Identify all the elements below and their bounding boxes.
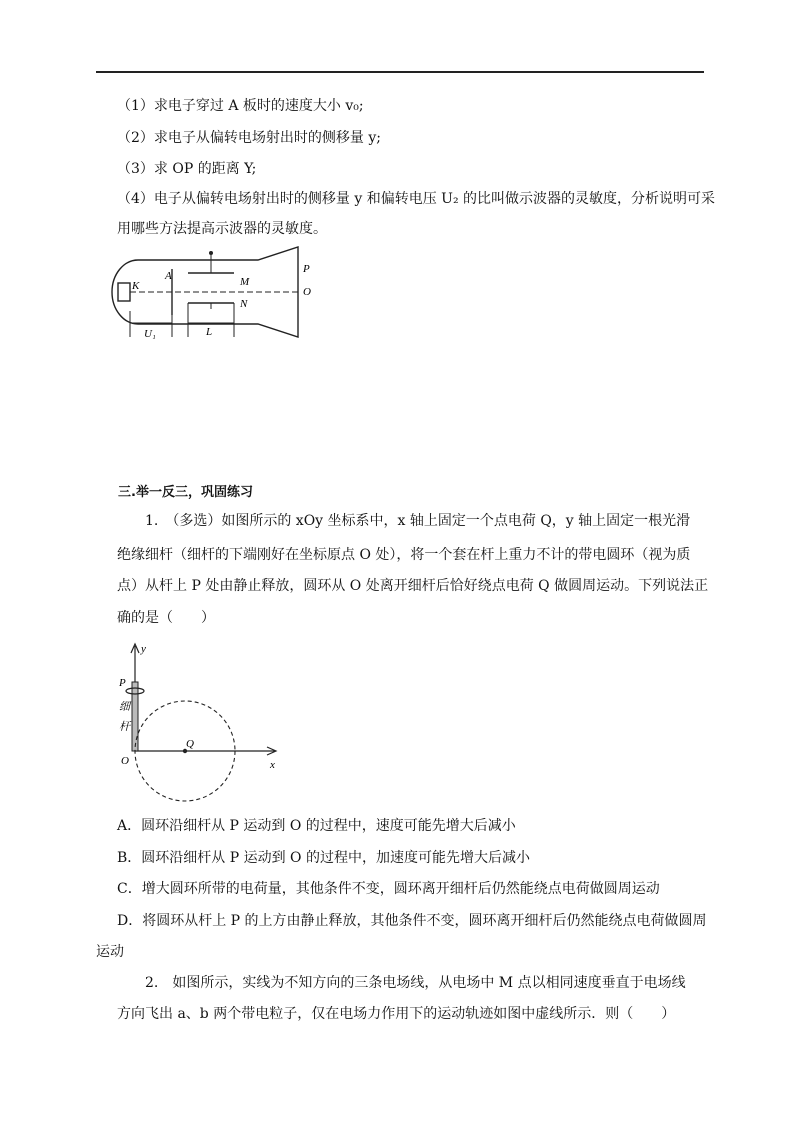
oscilloscope-figure	[110, 245, 320, 345]
question-4-line2: 用哪些方法提高示波器的灵敏度。	[117, 221, 327, 237]
question-1: （1）求电子穿过 A 板时的速度大小 v₀;	[117, 98, 364, 114]
axis-label-x: x	[270, 759, 275, 771]
problem1-line2: 绝缘细杆（细杆的下端刚好在坐标原点 O 处），将一个套在杆上重力不计的带电圆环（视为质	[117, 547, 691, 563]
option-B: B．圆环沿细杆从 P 运动到 O 的过程中，加速度可能先增大后减小	[117, 850, 530, 866]
option-D-line2: 运动	[96, 944, 124, 960]
rod-label-1: 细	[119, 700, 130, 713]
label-P-point: P	[119, 677, 126, 689]
axis-label-y: y	[141, 643, 146, 655]
label-O: O	[303, 286, 311, 298]
option-D-line1: D．将圆环从杆上 P 的上方由静止释放，其他条件不变，圆环离开细杆后仍然能绕点电荷做圆周	[117, 913, 707, 929]
label-U1: U₁	[144, 328, 156, 340]
label-A: A	[165, 270, 172, 282]
header-rule	[96, 71, 704, 73]
problem1-line1: 1. （多选）如图所示的 xOy 坐标系中，x 轴上固定一个点电荷 Q，y 轴上固定一根光滑	[145, 513, 691, 529]
section-heading: 三.举一反三，巩固练习	[118, 485, 253, 500]
problem2-line1: 2. 如图所示，实线为不知方向的三条电场线，从电场中 M 点以相同速度垂直于电场线	[145, 975, 686, 991]
rod-label-2: 杆	[119, 720, 130, 733]
option-A: A．圆环沿细杆从 P 运动到 O 的过程中，速度可能先增大后减小	[117, 818, 516, 834]
label-Q-charge: Q	[186, 738, 194, 750]
coordinate-figure	[112, 636, 292, 804]
option-C: C．增大圆环所带的电荷量，其他条件不变，圆环离开细杆后仍然能绕点电荷做圆周运动	[117, 881, 660, 897]
label-P: P	[303, 263, 310, 275]
label-N: N	[240, 298, 248, 310]
question-4-line1: （4）电子从偏转电场射出时的侧移量 y 和偏转电压 U₂ 的比叫做示波器的灵敏度，分析说明可采	[117, 191, 716, 207]
label-M: M	[240, 276, 250, 288]
problem1-line3: 点）从杆上 P 处由静止释放，圆环从 O 处离开细杆后恰好绕点电荷 Q 做圆周运动。下列说法正	[117, 578, 709, 594]
label-origin: O	[121, 755, 129, 767]
label-K: K	[132, 280, 140, 292]
problem1-line4: 确的是（ ）	[117, 610, 215, 626]
question-2: （2）求电子从偏转电场射出时的侧移量 y;	[117, 130, 381, 146]
question-3: （3）求 OP 的距离 Y;	[117, 161, 257, 177]
problem2-line2: 方向飞出 a、b 两个带电粒子，仅在电场力作用下的运动轨迹如图中虚线所示．则（ ）	[117, 1006, 676, 1022]
label-L: L	[206, 326, 213, 338]
